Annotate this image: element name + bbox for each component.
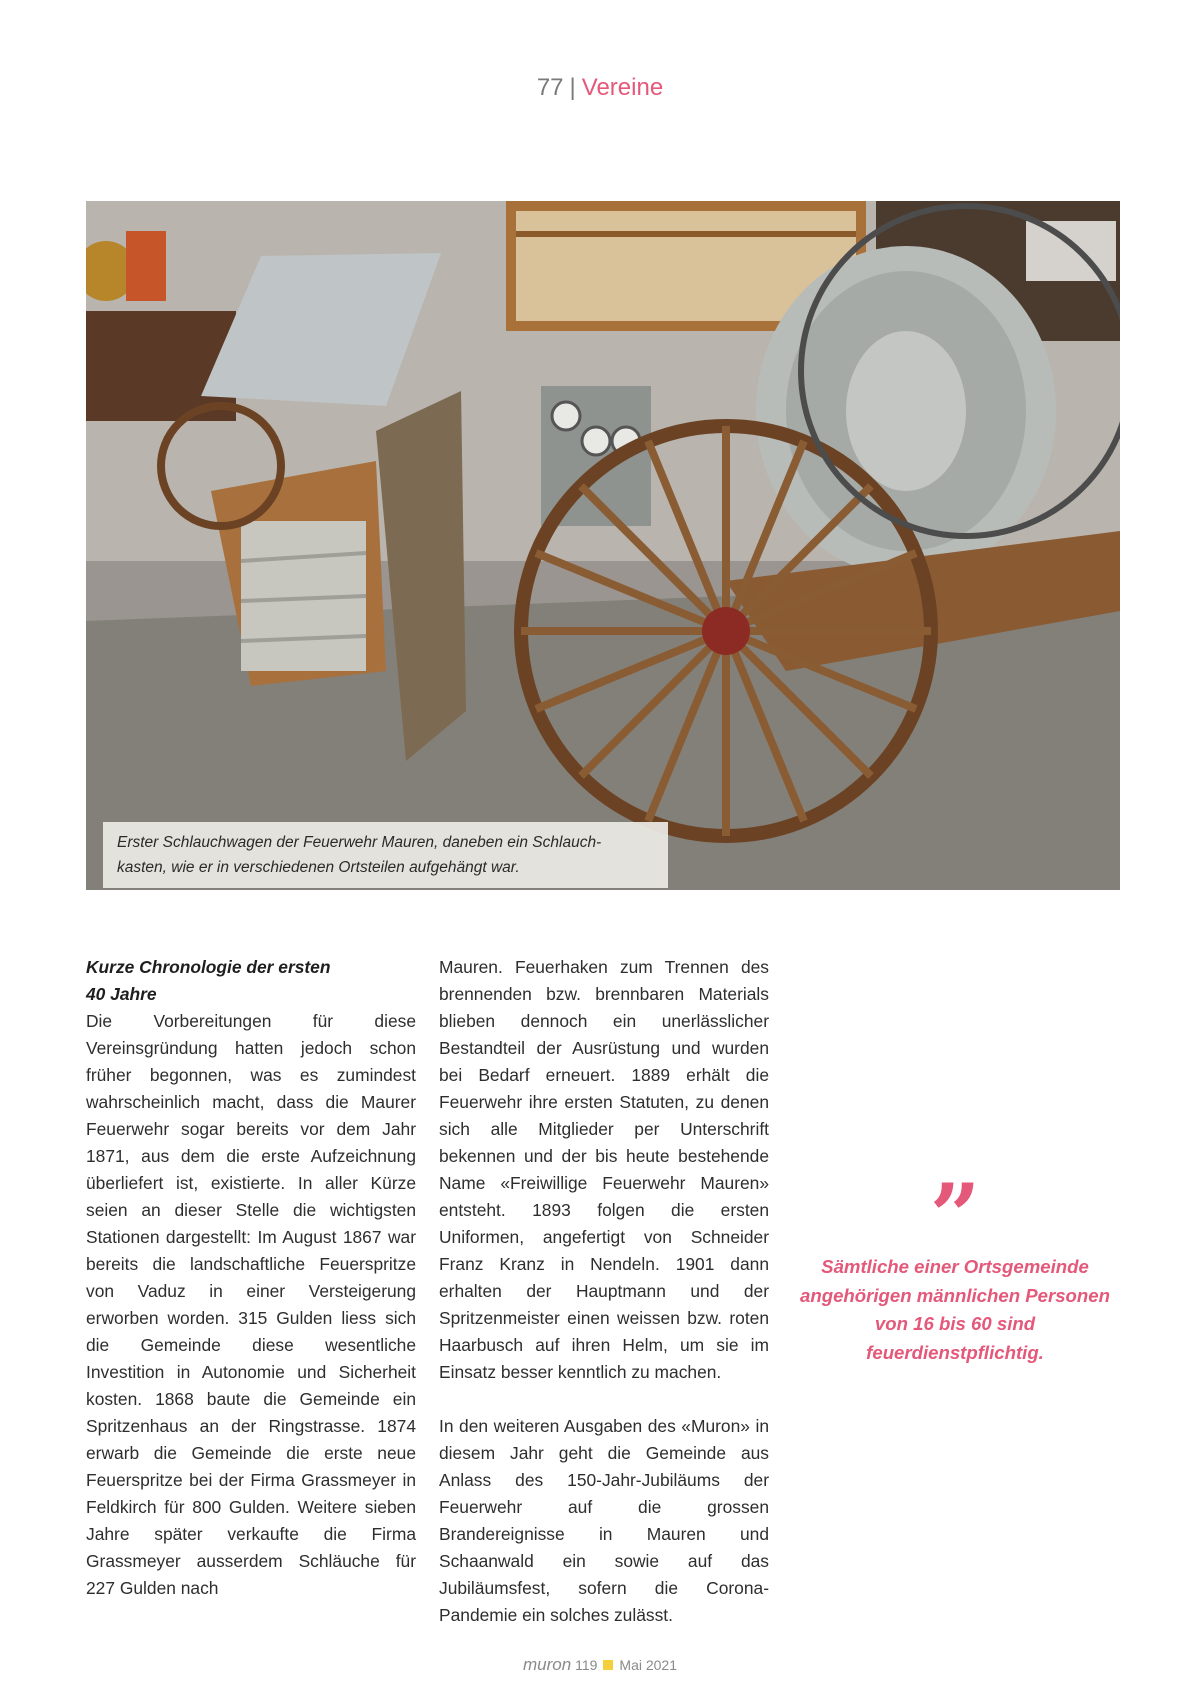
column-2-paragraph-2: In den weiteren Ausgaben des «Muron» in diesem Jahr geht die Gemeinde aus Anlass des 150-Jahr-Jubiläums der Feuerwehr auf die grossen Brandereignisse in Mauren und Schaanwald ein sowie auf das Jubiläumsfest, sofern die Corona-Pandemie ein solches zulässt. (439, 1416, 769, 1625)
section-title: Vereine (581, 74, 664, 101)
article-column-2 (439, 954, 769, 1629)
heading-line-1: Kurze Chronologie der ersten (86, 957, 331, 977)
header-separator: | (569, 74, 576, 101)
footer-date: Mai 2021 (619, 1657, 677, 1673)
pull-quote: Sämtliche einer Ortsgemeinde angehörigen männlichen Personen von 16 bis 60 sind feuerdienstpflichtig. (800, 1256, 1110, 1363)
page-number: 77 (536, 74, 564, 101)
quote-mark-icon: ” (929, 1164, 981, 1268)
column-2-paragraph-1: Mauren. Feuerhaken zum Trennen des brennenden bzw. brennbaren Materials blieben dennoch ein unerlässlicher Bestandteil der Ausrüstung und wurden bei Bedarf erneuert. 1889 erhält die Feuerwehr ihre ersten Statuten, zu denen sich alle Mitglieder per Unterschrift bekennen und der bis heute bestehende Name «Freiwillige Feuerwehr Mauren» entsteht. 1893 folgen die ersten Uniformen, angefertigt von Schneider Franz Kranz in Nendeln. 1901 dann erhalten der Hauptmann und der Spritzenmeister einen weissen bzw. roten Haarbusch auf ihren Helm, um sie im Einsatz besser kenntlich zu machen. (439, 957, 769, 1382)
page-header (0, 74, 1200, 102)
heading-line-2: 40 Jahre (86, 984, 157, 1004)
caption-line-1: Erster Schlauchwagen der Feuerwehr Mauren, daneben ein Schlauch- (117, 834, 602, 851)
article-photo (86, 201, 1120, 890)
footer-brand: muron (523, 1655, 572, 1674)
hose-cart-photo (86, 201, 1120, 890)
photo-caption (103, 822, 668, 888)
article-column-1 (86, 954, 416, 1602)
caption-line-2: kasten, wie er in verschiedenen Ortsteilen aufgehängt war. (117, 859, 520, 876)
footer-square-icon (603, 1660, 613, 1670)
footer-issue: 119 (575, 1657, 598, 1673)
page-footer (0, 1655, 1200, 1675)
column-1-paragraph: Die Vorbereitungen für diese Vereinsgründung hatten jedoch schon früher begonnen, was es zumindest wahrscheinlich macht, dass die Maurer Feuerwehr sogar bereits vor dem Jahr 1871, aus dem die erste Aufzeichnung überliefert ist, existierte. In aller Kürze seien an dieser Stelle die wichtigsten Stationen dargestellt: Im August 1867 war bereits die landschaftliche Feuerspritze von Vaduz in einer Versteigerung erworben worden. 315 Gulden liess sich die Gemeinde diese wesentliche Investition in Autonomie und Sicherheit kosten. 1868 baute die Gemeinde ein Spritzenhaus an der Ringstrasse. 1874 erwarb die Gemeinde die erste neue Feuerspritze bei der Firma Grassmeyer in Feldkirch für 800 Gulden. Weitere sieben Jahre später verkaufte die Firma Grassmeyer ausserdem Schläuche für 227 Gulden nach (86, 1011, 416, 1598)
article-heading (86, 954, 416, 1008)
